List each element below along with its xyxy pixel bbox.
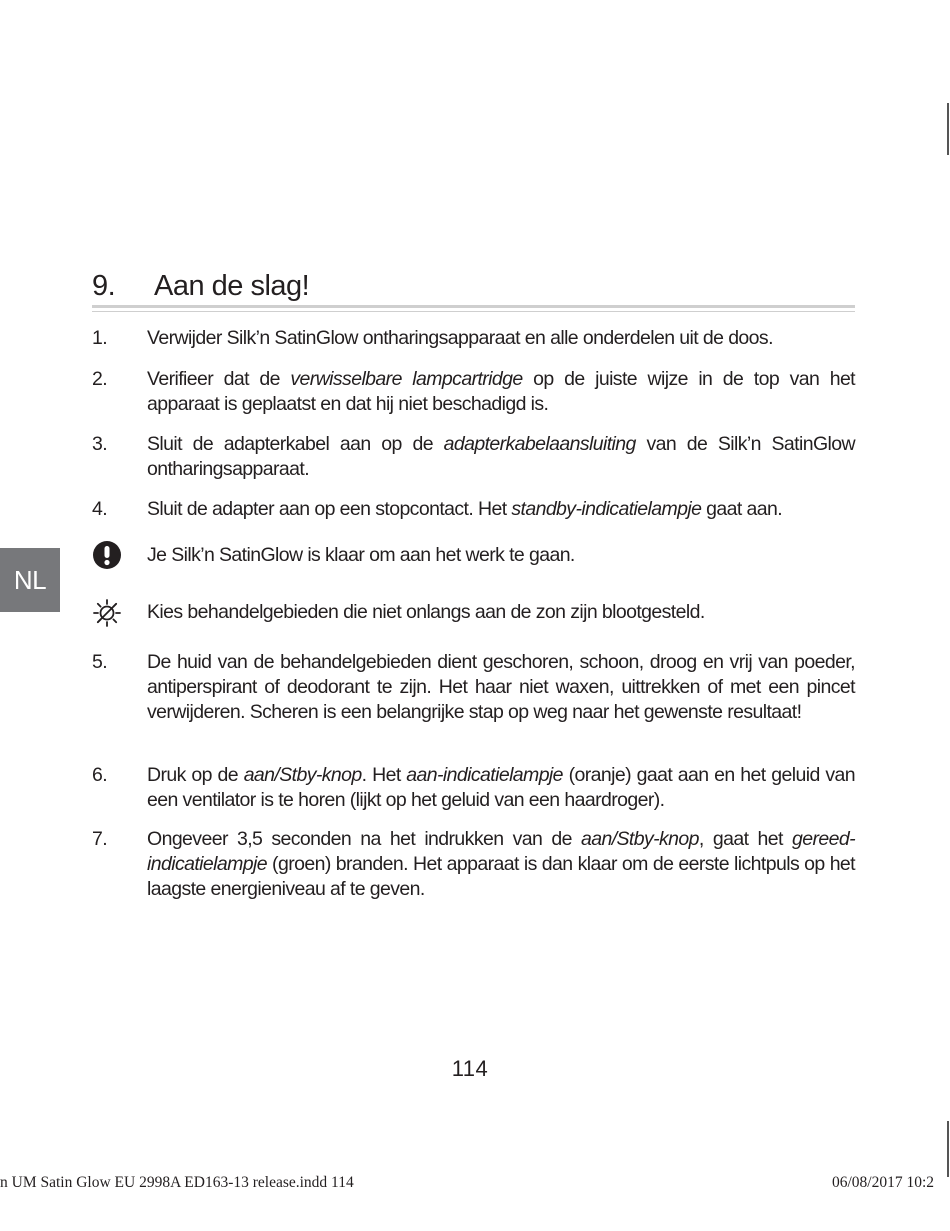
text-segment: Verwijder Silk’n SatinGlow ontharingsapparaat en alle onderdelen uit de doos.: [147, 327, 773, 349]
emphasized-term: verwisselbare lampcartridge: [290, 368, 523, 390]
text-segment: op de juiste wijze in de top van het apparaat is geplaatst en dat hij niet beschadigd is.: [147, 368, 856, 415]
list-item: [92, 367, 855, 417]
text-segment: , gaat het: [698, 828, 792, 850]
note-item: [92, 543, 855, 568]
text-segment: van de Silk’n SatinGlow ontharingsapparaat.: [147, 433, 855, 480]
list-item-number: 2.: [92, 368, 108, 390]
list-item-number: 3.: [92, 433, 108, 455]
heading-rule: [92, 305, 855, 308]
list-item-number: 7.: [92, 828, 108, 850]
list-item: [92, 827, 855, 902]
emphasized-term: adapterkabelaansluiting: [443, 433, 636, 455]
exclamation-icon: [92, 540, 122, 570]
emphasized-term: gereed-indicatielampje: [147, 828, 855, 875]
text-segment: Sluit de adapterkabel aan op de: [147, 433, 444, 455]
crop-mark: [947, 1121, 949, 1177]
section-number: 9.: [92, 270, 116, 302]
list-item-text: [147, 497, 855, 522]
list-item: [92, 326, 855, 351]
list-item-number: 4.: [92, 498, 108, 520]
text-segment: . Het: [361, 764, 407, 786]
note-item: [92, 600, 855, 625]
language-tab-label: NL: [13, 564, 47, 595]
text-segment: Druk op de: [147, 764, 244, 786]
text-segment: Sluit de adapter aan op een stopcontact. Het: [147, 498, 512, 520]
emphasized-term: aan/Stby-knop: [243, 764, 362, 786]
list-item-text: [147, 326, 855, 351]
list-item-number: 5.: [92, 651, 108, 673]
list-item: [92, 650, 855, 725]
text-segment: (oranje) gaat aan en het geluid van een ventilator is te horen (lijkt op het geluid van een haardroger).: [147, 764, 855, 811]
text-segment: (groen) branden. Het apparaat is dan klaar om de eerste lichtpuls op het laagste energieniveau af te geven.: [147, 853, 855, 900]
print-slug-file: n UM Satin Glow EU 2998A ED163-13 release.indd 114: [0, 1174, 354, 1191]
text-segment: gaat aan.: [701, 498, 783, 520]
list-item-text: [147, 650, 855, 725]
text-segment: De huid van de behandelgebieden dient geschoren, schoon, droog en vrij van poeder, antiperspirant of deodorant te zijn. Het haar niet waxen, uittrekken of met een pincet verwijderen. Scheren is een belangrijke stap op weg naar het gewenste resultaat!: [147, 651, 855, 723]
list-item-number: 1.: [92, 327, 108, 349]
crop-mark: [947, 103, 949, 155]
text-segment: Ongeveer 3,5 seconden na het indrukken van de: [147, 828, 581, 850]
emphasized-term: aan-indicatielampje: [406, 764, 563, 786]
sun-icon: [92, 598, 122, 628]
list-item-text: [147, 763, 855, 813]
print-slug-date: 06/08/2017 10:2: [832, 1174, 935, 1191]
note-text: Je Silk’n SatinGlow is klaar om aan het werk te gaan.: [147, 544, 575, 566]
page-number: 114: [451, 1056, 489, 1081]
list-item: [92, 497, 855, 522]
list-item-text: [147, 432, 855, 482]
list-item: [92, 763, 855, 813]
list-item-number: 6.: [92, 764, 108, 786]
section-title: Aan de slag!: [154, 270, 310, 302]
emphasized-term: aan/Stby-knop: [580, 828, 699, 850]
language-tab: [0, 548, 60, 612]
heading-rule: [92, 311, 855, 312]
note-text: Kies behandelgebieden die niet onlangs aan de zon zijn blootgesteld.: [147, 601, 705, 623]
text-segment: Verifieer dat de: [147, 368, 291, 390]
section-heading: [92, 268, 855, 304]
list-item-text: [147, 827, 855, 902]
list-item-text: [147, 367, 855, 417]
emphasized-term: standby-indicatielampje: [511, 498, 702, 520]
list-item: [92, 432, 855, 482]
